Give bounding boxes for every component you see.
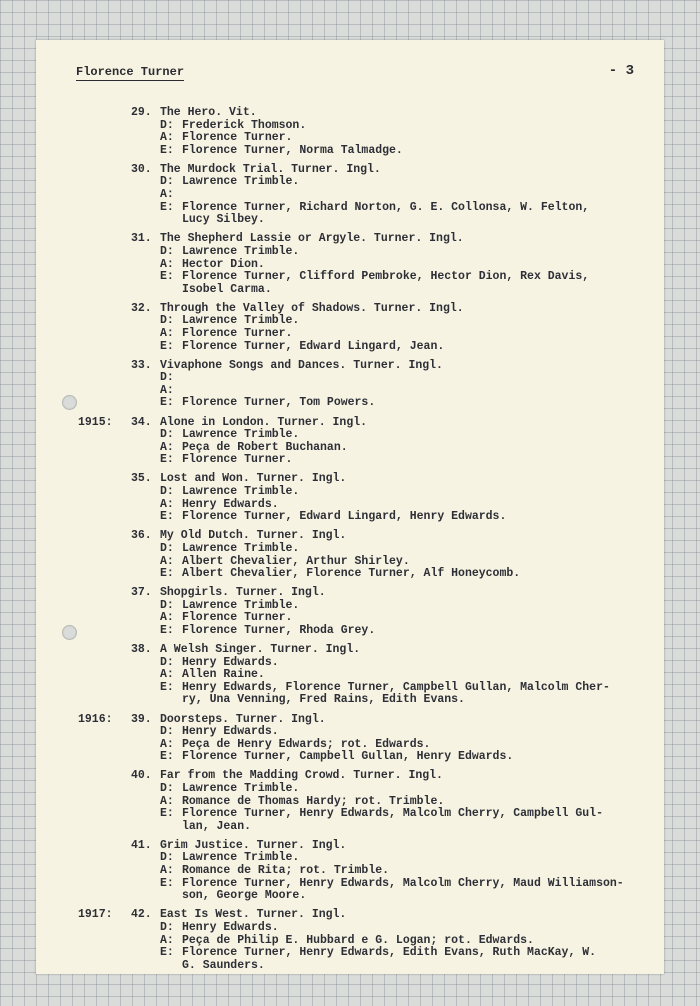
credit-label: D: (160, 782, 174, 795)
credit-line (36, 947, 664, 960)
film-entry (36, 714, 664, 764)
credit-value: Florence Turner, Edward Lingard, Jean. (182, 339, 445, 353)
entry-number: 37. (131, 586, 152, 600)
film-entry (36, 530, 664, 580)
credit-line (36, 454, 664, 467)
credit-label: D: (160, 598, 174, 612)
credit-line (36, 176, 664, 189)
credit-value: Henry Edwards, Florence Turner, Campbell Gullan, Malcolm Cher- (182, 680, 610, 694)
credit-value: Henry Edwards. (182, 725, 279, 739)
entry-number: 40. (131, 769, 152, 783)
credit-label: A: (160, 737, 174, 751)
credit-line (36, 878, 664, 891)
credit-label: E: (160, 876, 174, 890)
credit-line (36, 372, 664, 385)
entry-number: 30. (131, 162, 152, 176)
credit-label: E: (160, 453, 174, 467)
entry-number: 42. (131, 908, 152, 922)
credit-label: D: (160, 314, 174, 328)
film-title: Vivaphone Songs and Dances. Turner. Ingl. (160, 358, 443, 372)
filmography-list (36, 107, 664, 979)
credit-value: Lawrence Trimble. (182, 428, 300, 442)
credit-label: D: (160, 244, 174, 258)
credit-label: E: (160, 339, 174, 353)
credit-value: Florence Turner, Henry Edwards, Malcolm Cherry, Campbell Gul- (182, 807, 603, 821)
entry-year: 1916: (78, 712, 113, 726)
credit-label: E: (160, 510, 174, 524)
credit-value: Lawrence Trimble. (182, 851, 300, 865)
entry-number: 35. (131, 472, 152, 486)
film-entry (36, 360, 664, 410)
entry-number: 29. (131, 106, 152, 119)
credit-label: E: (160, 396, 174, 410)
credit-line (36, 145, 664, 158)
credit-label: D: (160, 371, 174, 385)
credit-value: Romance de Thomas Hardy; rot. Trimble. (182, 794, 445, 808)
credit-continuation: son, George Moore. (182, 889, 307, 903)
credit-label: A: (160, 933, 174, 947)
credit-value: Peça de Henry Edwards; rot. Edwards. (182, 737, 431, 751)
credit-line (36, 120, 664, 133)
credit-line (36, 625, 664, 638)
film-entry (36, 770, 664, 833)
credit-value: Florence Turner, Rhoda Grey. (182, 623, 376, 637)
film-title: Far from the Madding Crowd. Turner. Ingl. (160, 769, 443, 783)
entry-number: 41. (131, 838, 152, 852)
film-title: The Shepherd Lassie or Argyle. Turner. Ingl. (160, 232, 464, 246)
entry-number: 39. (131, 712, 152, 726)
entry-number: 34. (131, 415, 152, 429)
film-title: Lost and Won. Turner. Ingl. (160, 472, 347, 486)
credit-label: A: (160, 131, 174, 145)
credit-label: A: (160, 188, 174, 202)
credit-label: A: (160, 794, 174, 808)
credit-line (36, 751, 664, 764)
credit-label: D: (160, 541, 174, 555)
credit-value: Florence Turner, Henry Edwards, Malcolm Cherry, Maud Williamson- (182, 876, 624, 890)
credit-line (36, 442, 664, 455)
credit-value: Florence Turner, Campbell Gullan, Henry Edwards. (182, 750, 514, 764)
credit-value: Florence Turner, Tom Powers. (182, 396, 376, 410)
film-entry (36, 107, 664, 157)
film-title: Doorsteps. Turner. Ingl. (160, 712, 326, 726)
film-entry (36, 644, 664, 707)
film-title: The Murdock Trial. Turner. Ingl. (160, 162, 381, 176)
credit-line (36, 808, 664, 821)
film-entry (36, 233, 664, 296)
credit-label: A: (160, 611, 174, 625)
credit-label: A: (160, 257, 174, 271)
entry-year: 1915: (78, 415, 113, 429)
credit-label: E: (160, 623, 174, 637)
film-title: Shopgirls. Turner. Ingl. (160, 586, 326, 600)
credit-continuation: G. Saunders. (182, 958, 265, 972)
credit-value: Allen Raine. (182, 668, 265, 682)
entry-number: 36. (131, 529, 152, 543)
credit-value: Frederick Thomson. (182, 118, 307, 132)
credit-value: Peça de Philip E. Hubbard e G. Logan; rot. Edwards. (182, 933, 534, 947)
credit-line (36, 202, 664, 215)
entry-number: 31. (131, 232, 152, 246)
credit-value: Peça de Robert Buchanan. (182, 440, 348, 454)
film-entry (36, 473, 664, 523)
credit-label: A: (160, 864, 174, 878)
entry-year: 1917: (78, 908, 113, 922)
credit-line (36, 568, 664, 581)
film-title: Through the Valley of Shadows. Turner. Ingl. (160, 301, 464, 315)
entry-number: 38. (131, 643, 152, 657)
credit-label: D: (160, 725, 174, 739)
credit-label: A: (160, 668, 174, 682)
credit-label: E: (160, 946, 174, 960)
credit-value: Florence Turner. (182, 453, 293, 467)
entry-number: 33. (131, 358, 152, 372)
credit-label: E: (160, 807, 174, 821)
credit-line (36, 397, 664, 410)
credit-continuation: Isobel Carma. (182, 282, 272, 296)
credit-value: Henry Edwards. (182, 655, 279, 669)
credit-value: Lawrence Trimble. (182, 314, 300, 328)
credit-label: A: (160, 440, 174, 454)
credit-label: A: (160, 554, 174, 568)
film-title: Alone in London. Turner. Ingl. (160, 415, 368, 429)
film-title: A Welsh Singer. Turner. Ingl. (160, 643, 361, 657)
credit-value: Lawrence Trimble. (182, 782, 300, 795)
film-title: My Old Dutch. Turner. Ingl. (160, 529, 347, 543)
credit-value: Albert Chevalier, Florence Turner, Alf Honeycomb. (182, 567, 521, 581)
credit-value: Florence Turner, Richard Norton, G. E. Collonsa, W. Felton, (182, 200, 590, 214)
film-title: Grim Justice. Turner. Ingl. (160, 838, 347, 852)
credit-value: Albert Chevalier, Arthur Shirley. (182, 554, 410, 568)
credit-label: A: (160, 383, 174, 397)
credit-line (36, 271, 664, 284)
credit-line (36, 657, 664, 670)
film-entry (36, 164, 664, 227)
credit-value: Florence Turner, Edward Lingard, Henry Edwards. (182, 510, 507, 524)
credit-value: Lawrence Trimble. (182, 598, 300, 612)
entry-number: 32. (131, 301, 152, 315)
film-title: East Is West. Turner. Ingl. (160, 908, 347, 922)
credit-label: E: (160, 270, 174, 284)
credit-line (36, 511, 664, 524)
credit-value: Florence Turner, Norma Talmadge. (182, 143, 403, 157)
credit-label: E: (160, 143, 174, 157)
credit-continuation: Lucy Silbey. (182, 213, 265, 227)
film-entry (36, 909, 664, 972)
page-header (76, 65, 634, 79)
credit-value: Lawrence Trimble. (182, 541, 300, 555)
credit-label: D: (160, 851, 174, 865)
credit-label: A: (160, 327, 174, 340)
page-number: - 3 (608, 63, 634, 79)
credit-label: D: (160, 428, 174, 442)
credit-line (36, 486, 664, 499)
credit-value: Romance de Rita; rot. Trimble. (182, 864, 390, 878)
film-entry (36, 417, 664, 467)
credit-value: Lawrence Trimble. (182, 244, 300, 258)
credit-continuation: ry, Una Venning, Fred Rains, Edith Evans. (182, 693, 465, 707)
credit-line (36, 600, 664, 613)
credit-label: D: (160, 118, 174, 132)
credit-label: D: (160, 485, 174, 499)
credit-line (36, 246, 664, 259)
header-name: Florence Turner (76, 65, 185, 79)
credit-value: Florence Turner, Henry Edwards, Edith Evans, Ruth MacKay, W. (182, 946, 597, 960)
credit-value: Florence Turner, Clifford Pembroke, Hector Dion, Rex Davis, (182, 270, 590, 284)
credit-label: E: (160, 750, 174, 764)
credit-label: A: (160, 497, 174, 511)
credit-line (36, 429, 664, 442)
credit-label: E: (160, 680, 174, 694)
credit-continuation: lan, Jean. (182, 819, 252, 833)
credit-value: Henry Edwards. (182, 920, 279, 934)
credit-line (36, 315, 664, 328)
credit-value: Lawrence Trimble. (182, 485, 300, 499)
credit-label: D: (160, 175, 174, 189)
credit-label: E: (160, 200, 174, 214)
credit-value: Hector Dion. (182, 257, 265, 271)
credit-label: D: (160, 655, 174, 669)
credit-value: Florence Turner. (182, 611, 293, 625)
credit-value: Henry Edwards. (182, 497, 279, 511)
credit-value: Florence Turner. (182, 131, 293, 145)
credit-label: D: (160, 920, 174, 934)
credit-label: E: (160, 567, 174, 581)
credit-value: Lawrence Trimble. (182, 175, 300, 189)
credit-line (36, 341, 664, 354)
film-entry (36, 303, 664, 353)
typed-page (36, 40, 664, 974)
film-entry (36, 840, 664, 903)
film-title: The Hero. Vit. (160, 106, 257, 119)
film-entry (36, 587, 664, 637)
credit-value: Florence Turner. (182, 327, 293, 340)
